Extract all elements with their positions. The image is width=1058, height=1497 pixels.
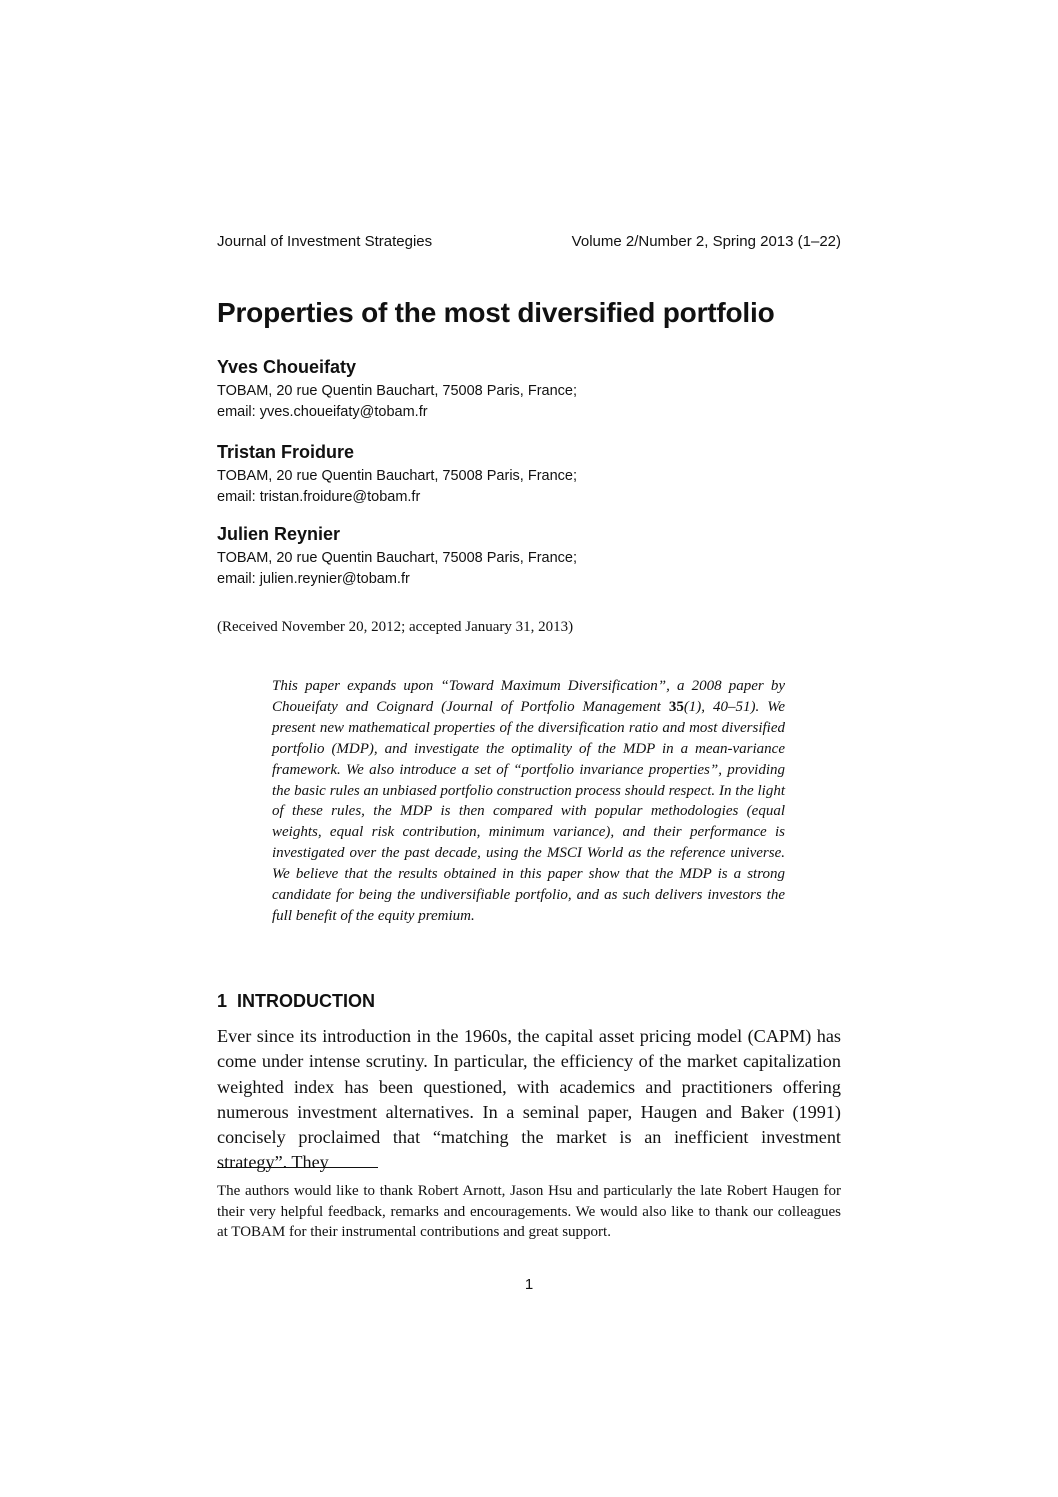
author-block-3 [217, 522, 577, 590]
volume-info: Volume 2/Number 2, Spring 2013 (1–22) [571, 233, 841, 250]
acknowledgement-footnote: The authors would like to thank Robert Arnott, Jason Hsu and particularly the late Robert Haugen for their very helpful feedback, remarks and encouragements. We would also like to thank our colleagues at TOBAM for their instrumental contributions and great support. [217, 1183, 841, 1240]
author-email: email: julien.reynier@tobam.fr [217, 571, 410, 587]
author-address: TOBAM, 20 rue Quentin Bauchart, 75008 Paris, France; [217, 468, 578, 484]
footnote-divider [217, 1167, 378, 1168]
abstract-text-start: This paper expands upon “Toward Maximum Diversification”, a 2008 paper by Choueifaty and Coignard (Journal of Portfolio Management [272, 678, 785, 715]
abstract-volume: 35 [668, 698, 684, 715]
author-address: TOBAM, 20 rue Quentin Bauchart, 75008 Paris, France; [217, 550, 578, 566]
author-name: Tristan Froidure [217, 442, 355, 462]
author-email: email: yves.choueifaty@tobam.fr [217, 404, 428, 420]
author-name: Yves Choueifaty [217, 357, 357, 377]
abstract [272, 676, 785, 927]
journal-name: Journal of Investment Strategies [217, 233, 433, 250]
author-email: email: tristan.froidure@tobam.fr [217, 489, 421, 505]
running-header [217, 232, 841, 252]
section-heading [217, 989, 375, 1013]
abstract-text-end: (1), 40–51). We present new mathematical properties of the diversification ratio and most diversified portfolio (MDP), and investigate the optimality of the MDP in a mean-variance framework. We also introduce a set of “portfolio invariance properties”, providing the basic rules an unbiased portfolio construction process should respect. In the light of these rules, the MDP is then compared with popular methodologies (equal weights, equal risk contribution, minimum variance), and their performance is investigated over the past decade, using the MSCI World as the reference universe. We believe that the results obtained in this paper show that the MDP is a strong candidate for being the undiversifiable portfolio, and as such delivers investors the full benefit of the equity premium. [272, 698, 785, 924]
author-block-2 [217, 440, 577, 508]
received-dates: (Received November 20, 2012; accepted January 31, 2013) [217, 619, 574, 635]
author-address: TOBAM, 20 rue Quentin Bauchart, 75008 Paris, France; [217, 383, 578, 399]
section-number: 1 [217, 991, 228, 1011]
author-block-1 [217, 355, 577, 423]
introduction-paragraph: Ever since its introduction in the 1960s, the capital asset pricing model (CAPM) has come under intense scrutiny. In particular, the efficiency of the market capitalization weighted index has been questioned, with academics and practitioners offering numerous investment alternatives. In a seminal paper, Haugen and Baker (1991) concisely proclaimed that “matching the market is an inefficient investment strategy”. They [217, 1026, 841, 1173]
paper-title: Properties of the most diversified portfolio [217, 297, 775, 328]
section-title: INTRODUCTION [237, 991, 376, 1011]
page-number: 1 [524, 1276, 534, 1293]
author-name: Julien Reynier [217, 524, 341, 544]
